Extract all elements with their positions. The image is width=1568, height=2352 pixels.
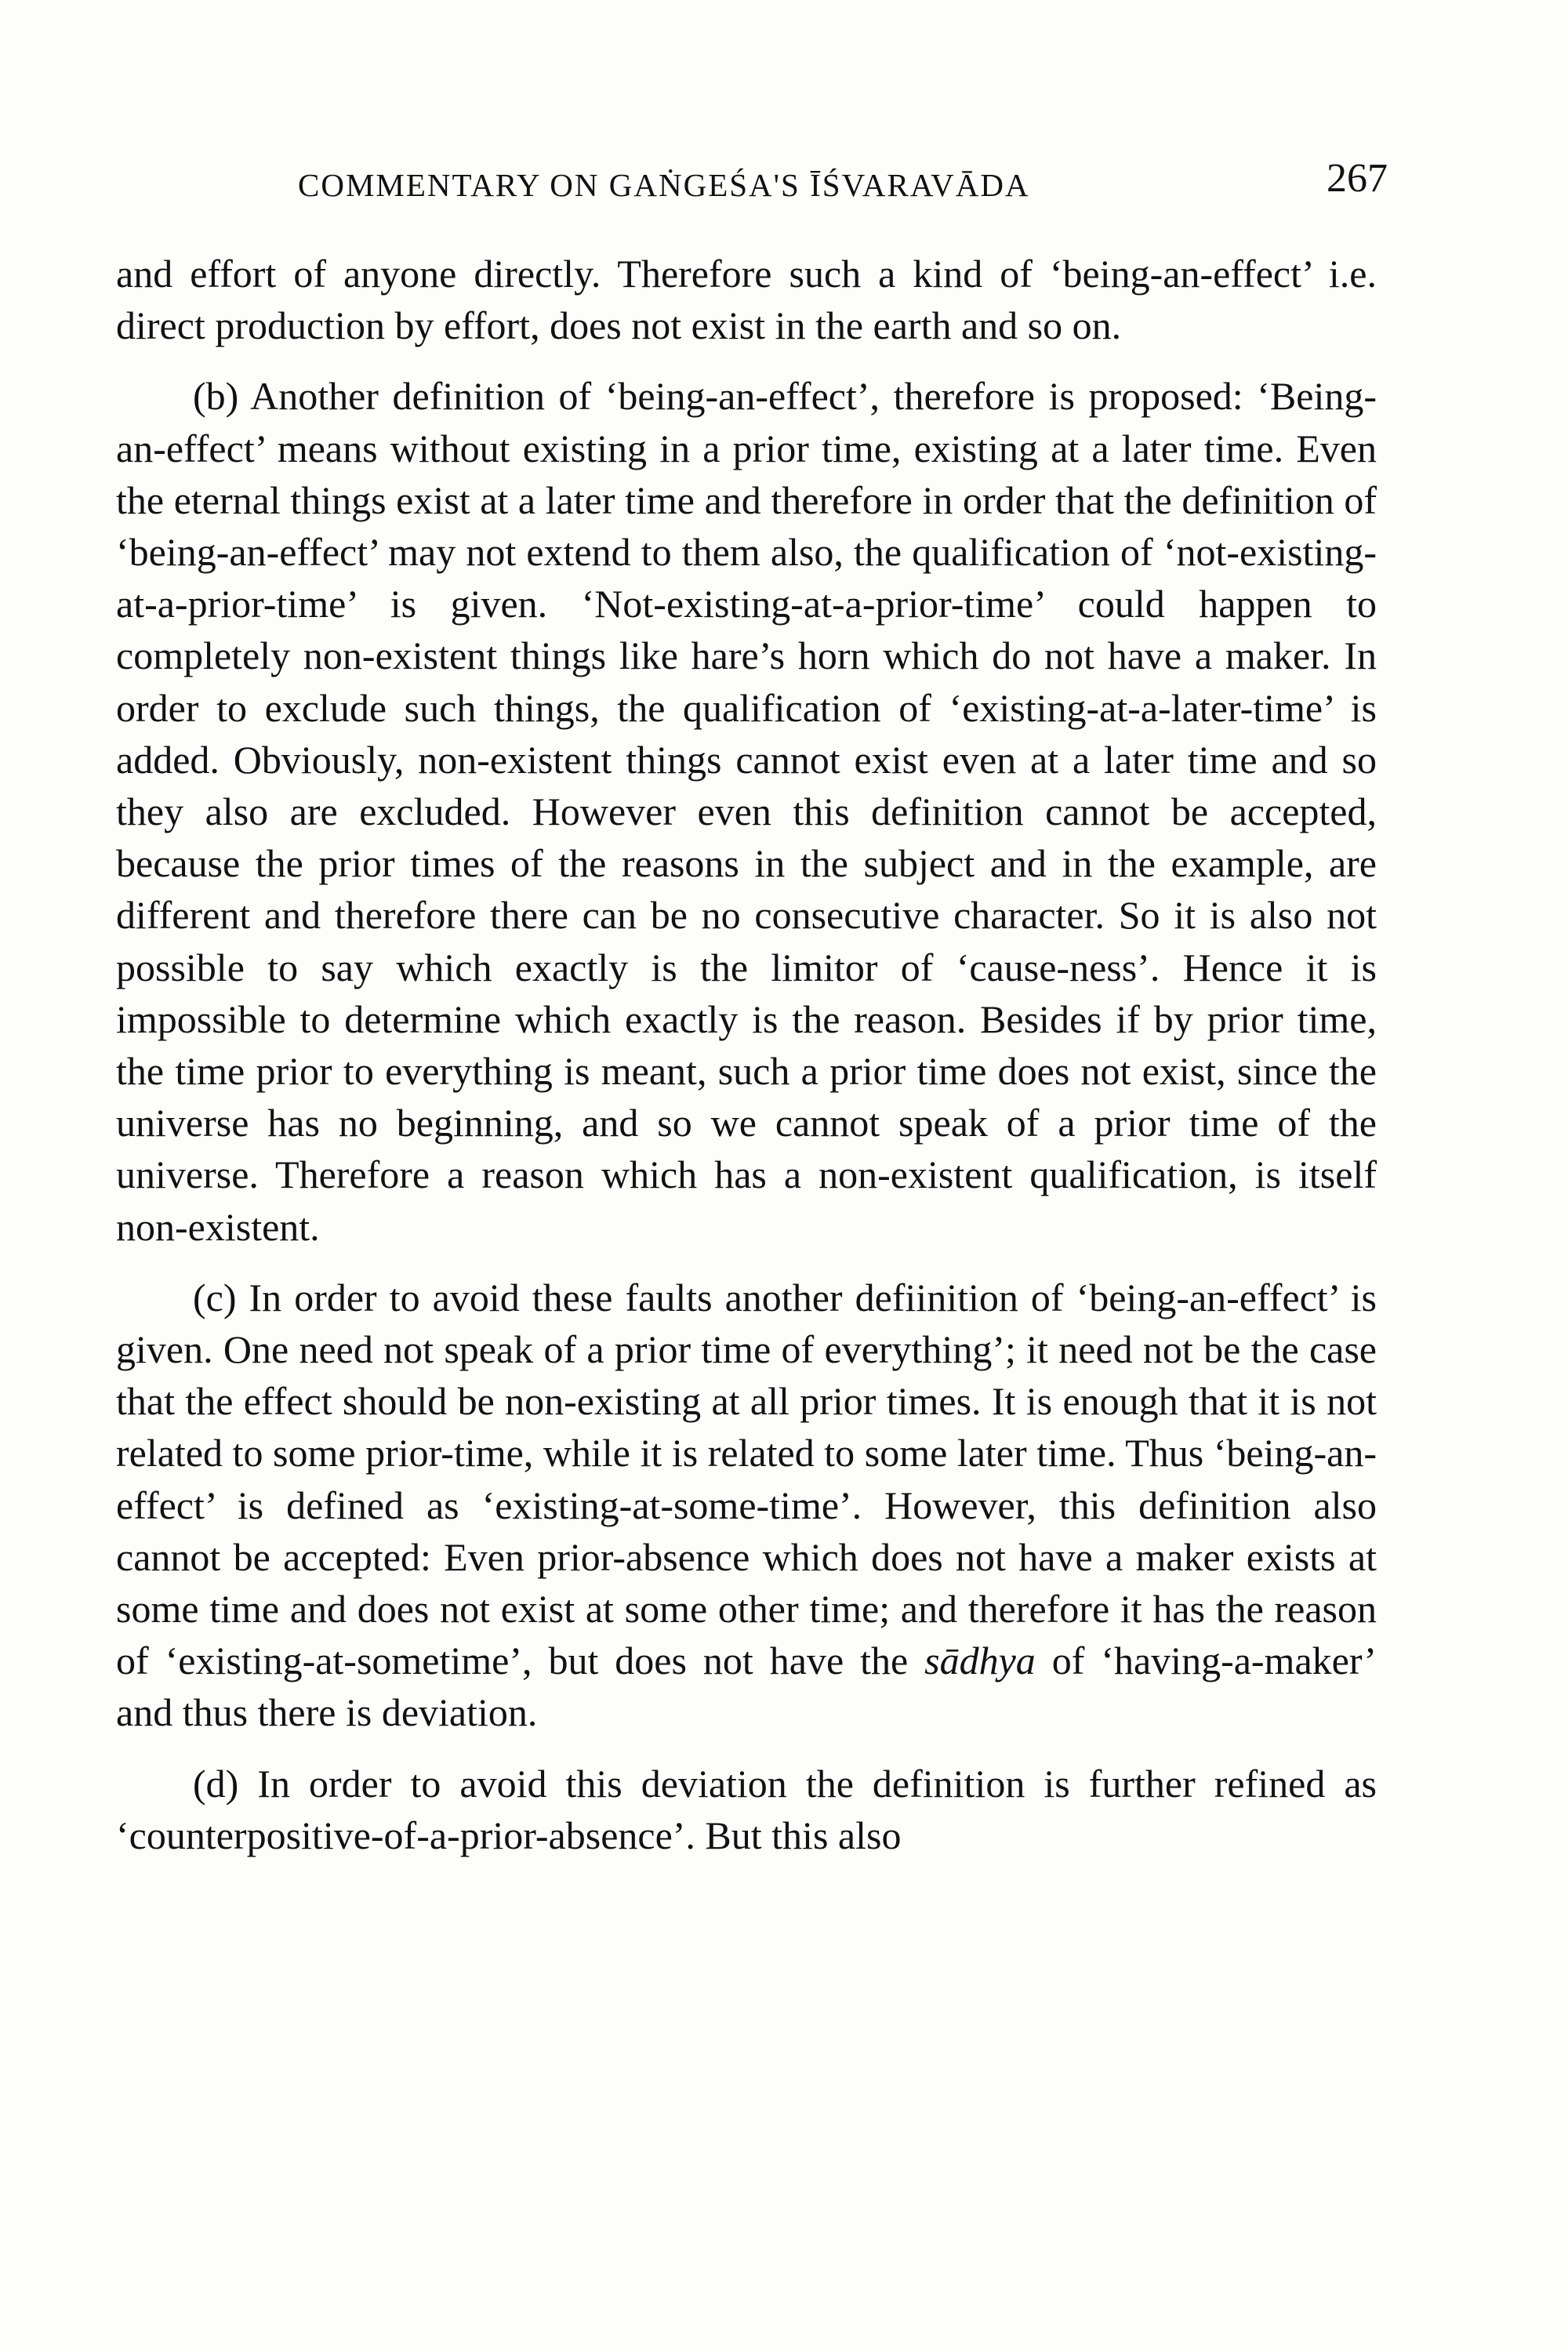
running-title: COMMENTARY ON GAṄGEŚA'S ĪŚVARAVĀDA (298, 167, 1030, 203)
paragraph-c-text-start: (c) In order to avoid these faults another defiinition of ‘being-an-effect’ is given. One need not speak of a prior time of everything’; it need not be the case that the effect should be non-existing at all prior times. It is enough that it is not related to some prior-time, while it is related to some later time. Thus ‘being-an-effect’ is defined as ‘existing-at-some-time’. However, this definition also cannot be accepted: Even prior-absence which does not have a maker exists at some time and does not exist at some other time; and therefore it has the reason of ‘existing-at-sometime’, but does not have the (116, 1275, 1377, 1683)
running-header (298, 155, 1388, 218)
paragraph-continuation: and effort of anyone directly. Therefore such a kind of ‘being-an-effect’ i.e. direct production by effort, does not exist in the earth and so on. (116, 252, 1377, 348)
paragraph-b: (b) Another definition of ‘being-an-effect’, therefore is proposed: ‘Being-an-effect’ means without existing in a prior time, existing at a later time. Even the eternal things exist at a later time and therefore in order that the definition of ‘being-an-effect’ may not extend to them also, the qualification of ‘not-existing-at-a-prior-time’ is given. ‘Not-existing-at-a-prior-time’ could happen to completely non-existent things like hare’s horn which do not have a maker. In order to exclude such things, the qualification of ‘existing-at-a-later-time’ is added. Obviously, non-existent things cannot exist even at a later time and so they also are excluded. However even this definition cannot be accepted, because the prior times of the reasons in the subject and in the example, are different and therefore there can be no consecutive character. So it is also not possible to say which exactly is the limitor of ‘cause-ness’. Hence it is impossible to determine which exactly is the reason. Besides if by prior time, the time prior to everything is meant, such a prior time does not exist, since the universe has no beginning, and so we cannot speak of a prior time of the universe. Therefore a reason which has a non-existent qualification, is itself non-existent. (116, 374, 1377, 1249)
paragraph-d: (d) In order to avoid this deviation the definition is further refined as ‘counterpositive-of-a-prior-absence’. But this also (116, 1761, 1377, 1857)
body-text (116, 248, 1377, 1861)
sadhya-term: sādhya (924, 1639, 1036, 1683)
paragraph-c (116, 1272, 1377, 1739)
paragraph-c-text-end: of ‘having-a-maker’ and thus there is deviation. (116, 1639, 1377, 1735)
page-number: 267 (1327, 156, 1388, 201)
